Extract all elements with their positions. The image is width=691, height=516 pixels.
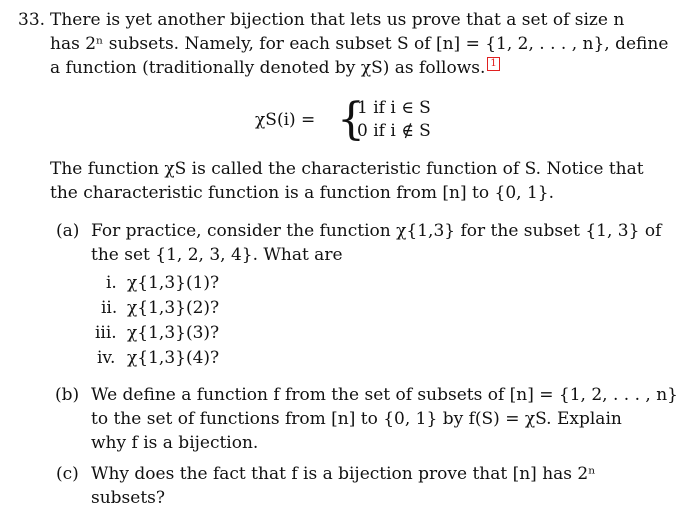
part-b-line-3: why f is a bijection. [91, 433, 259, 453]
problem-line-1: There is yet another bijection that lets us prove that a set of size n [50, 10, 625, 30]
part-a-item-1: χ{1,3}(1)? [127, 273, 220, 293]
paragraph-2-line-2: the characteristic function is a function from [n] to {0, 1}. [50, 183, 554, 203]
part-b-line-2: to the set of functions from [n] to {0, 1} by f(S) = χS. Explain [91, 409, 622, 429]
equation-case-1: 1 if i ∈ S [357, 98, 431, 118]
part-a-item-4: χ{1,3}(4)? [127, 348, 220, 368]
part-c-label: (c) [56, 464, 79, 484]
part-c-line-1: Why does the fact that f is a bijection prove that [n] has 2ⁿ [91, 464, 596, 484]
part-b-line-1: We define a function f from the set of subsets of [n] = {1, 2, . . . , n} [91, 385, 678, 405]
problem-line-2: has 2ⁿ subsets. Namely, for each subset S of [n] = {1, 2, . . . , n}, define [50, 34, 669, 54]
part-a-line-1: For practice, consider the function χ{1,3} for the subset {1, 3} of [91, 221, 662, 241]
problem-line-3 [50, 57, 500, 79]
part-a-item-4-label: iv. [97, 348, 116, 368]
characteristic-equation [255, 96, 465, 146]
part-a-item-2: χ{1,3}(2)? [127, 298, 220, 318]
brace-icon: { [337, 94, 365, 145]
part-b-label: (b) [55, 385, 80, 405]
part-a-label: (a) [56, 221, 80, 241]
part-a-item-2-label: ii. [101, 298, 118, 318]
part-a-item-3: χ{1,3}(3)? [127, 323, 220, 343]
paragraph-2-line-1: The function χS is called the characteristic function of S. Notice that [50, 159, 644, 179]
equation-case-2: 0 if i ∉ S [357, 121, 431, 141]
part-a-line-2: the set {1, 2, 3, 4}. What are [91, 245, 343, 265]
part-a-item-1-label: i. [106, 273, 117, 293]
problem-line-3-text: a function (traditionally denoted by χS) as follows. [50, 58, 486, 78]
footnote-link[interactable]: 1 [487, 57, 499, 71]
part-c-line-2: subsets? [91, 488, 166, 508]
equation-lhs: χS(i) = [255, 110, 316, 130]
part-a-item-3-label: iii. [95, 323, 117, 343]
problem-number: 33. [18, 10, 46, 30]
